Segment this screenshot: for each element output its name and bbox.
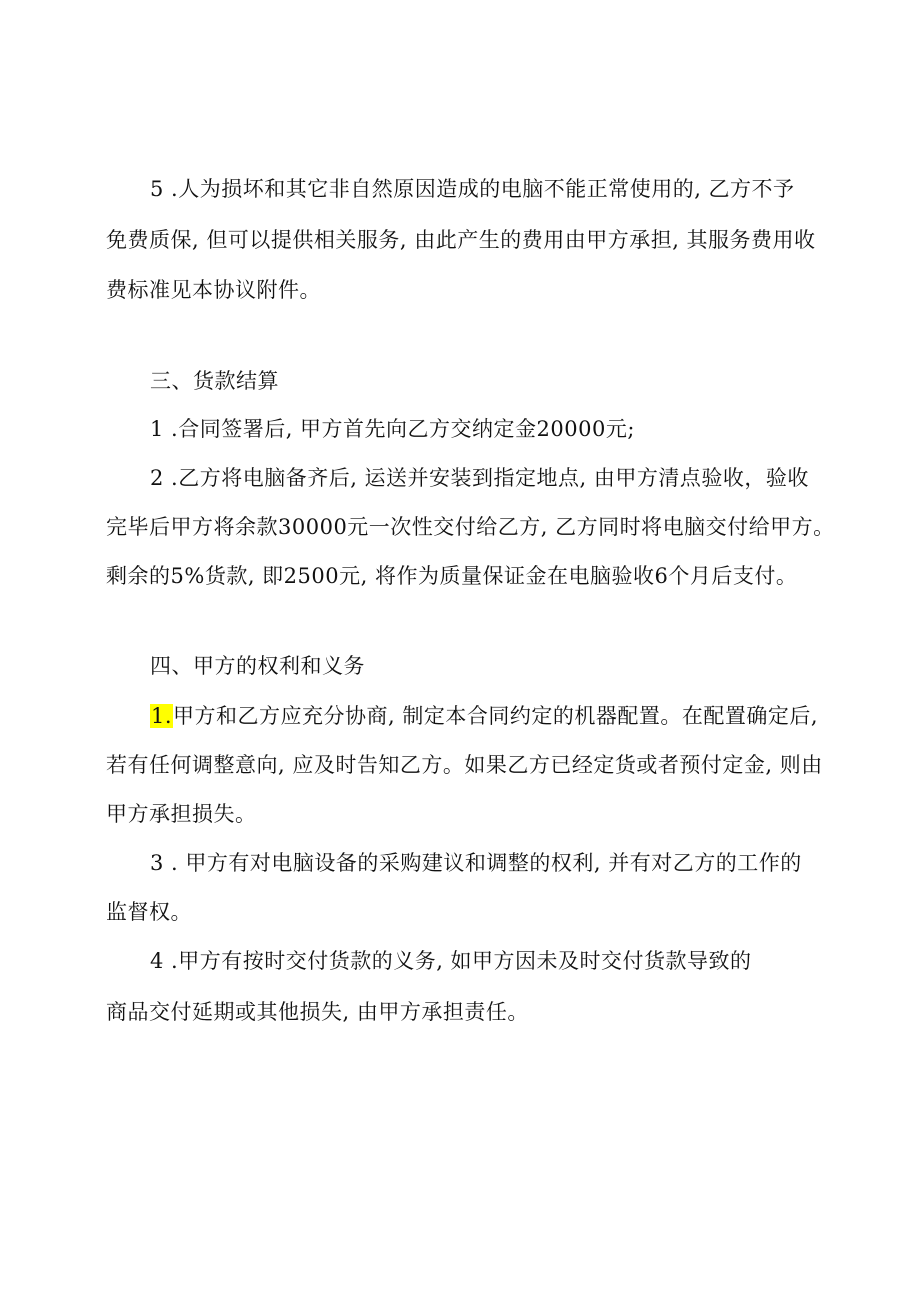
s2-item5-line3: 费标准见本协议附件。: [106, 278, 321, 302]
highlighted-number: 1.: [151, 704, 173, 728]
s4-item1-line1: [150, 701, 818, 731]
s3-item1: 1 .合同签署后, 甲方首先向乙方交纳定金20000元;: [150, 417, 635, 441]
s3-item2-line1: 2 .乙方将电脑备齐后, 运送并安装到指定地点, 由甲方清点验收，验收: [150, 466, 809, 490]
s4-item1-line1-text: 甲方和乙方应充分协商, 制定本合同约定的机器配置。在配置确定后,: [173, 704, 819, 728]
s4-item4-line2: 商品交付延期或其他损失, 由甲方承担责任。: [106, 1000, 529, 1024]
s4-item4-line1: 4 .甲方有按时交付货款的义务, 如甲方因未及时交付货款导致的: [150, 949, 752, 973]
s3-item2-line2: 完毕后甲方将余款30000元一次性交付给乙方, 乙方同时将电脑交付给甲方。: [106, 515, 835, 539]
s4-item3-line2: 监督权。: [106, 900, 192, 924]
s2-item5-line1: 5 .人为损坏和其它非自然原因造成的电脑不能正常使用的, 乙方不予: [150, 177, 795, 201]
s4-item1-line2: 若有任何调整意向, 应及时告知乙方。如果乙方已经定货或者预付定金, 则由: [106, 753, 823, 777]
s3-item2-line3: 剩余的5%货款, 即2500元, 将作为质量保证金在电脑验收6个月后支付。: [106, 564, 798, 588]
section4-heading: 四、甲方的权利和义务: [150, 654, 365, 678]
s2-item5-line2: 免费质保, 但可以提供相关服务, 由此产生的费用由甲方承担, 其服务费用收: [106, 228, 816, 252]
s4-item1-line3: 甲方承担损失。: [106, 802, 257, 826]
section3-heading: 三、货款结算: [150, 369, 279, 393]
s4-item3-line1: 3 . 甲方有对电脑设备的采购建议和调整的权利, 并有对乙方的工作的: [150, 851, 802, 875]
